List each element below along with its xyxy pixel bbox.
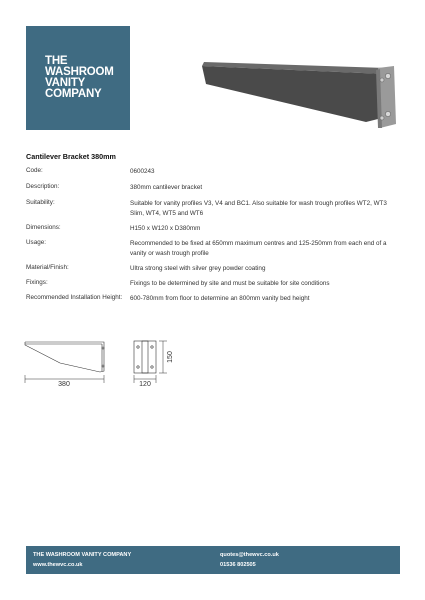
spec-value: Suitable for vanity profiles V3, V4 and BC1. Also suitable for wash trough profiles WT2, WT3 Slim, WT4, WT5 and WT6 bbox=[130, 200, 387, 217]
spec-value: H150 x W120 x D380mm bbox=[130, 225, 201, 232]
spec-label: Usage: bbox=[26, 239, 46, 246]
logo-text bbox=[45, 56, 114, 100]
front-view-drawing bbox=[134, 341, 167, 383]
depth-dimension-label: 380 bbox=[58, 381, 70, 388]
footer-website-link[interactable]: www.thewvc.co.uk bbox=[33, 562, 83, 568]
logo-line: COMPANY bbox=[45, 88, 102, 100]
footer-phone: 01536 802505 bbox=[220, 562, 256, 568]
bracket-side-face bbox=[202, 66, 384, 122]
spec-value: 600-780mm from floor to determine an 800mm vanity bed height bbox=[130, 295, 310, 302]
footer-email-link[interactable]: quotes@thewvc.co.uk bbox=[220, 552, 279, 558]
spec-value: 380mm cantilever bracket bbox=[130, 184, 203, 191]
spec-value: 0600243 bbox=[130, 168, 155, 175]
company-logo bbox=[26, 26, 130, 130]
footer-company-name: THE WASHROOM VANITY COMPANY bbox=[33, 552, 132, 558]
spec-label: Dimensions: bbox=[26, 224, 61, 231]
bolt-icon bbox=[385, 111, 390, 116]
spec-label: Recommended Installation Height: bbox=[26, 294, 123, 301]
spec-value: Fixings to be determined by site and must be suitable for site conditions bbox=[130, 280, 330, 287]
spec-label: Fixings: bbox=[26, 279, 48, 286]
spec-value: Recommended to be fixed at 650mm maximum centres and 125-250mm from each end of a vanity or wash trough profile bbox=[130, 240, 387, 257]
product-title: Cantilever Bracket 380mm bbox=[26, 152, 116, 161]
logo-line: THE bbox=[45, 55, 68, 67]
width-dimension-label: 120 bbox=[139, 381, 151, 388]
height-dimension-label: 150 bbox=[167, 351, 174, 363]
spec-label: Material/Finish: bbox=[26, 264, 69, 271]
logo-line: WASHROOM bbox=[45, 66, 114, 78]
bolt-icon bbox=[380, 78, 384, 82]
logo-line: VANITY bbox=[45, 77, 86, 89]
spec-value: Ultra strong steel with silver grey powder coating bbox=[130, 265, 266, 272]
spec-label: Suitability: bbox=[26, 199, 55, 206]
spec-label: Description: bbox=[26, 183, 60, 190]
spec-label: Code: bbox=[26, 167, 43, 174]
bolt-icon bbox=[380, 116, 384, 120]
product-image bbox=[198, 52, 402, 142]
footer-bar bbox=[26, 546, 400, 574]
bolt-icon bbox=[385, 73, 390, 78]
side-view-drawing bbox=[25, 342, 104, 383]
technical-drawings bbox=[20, 335, 200, 395]
